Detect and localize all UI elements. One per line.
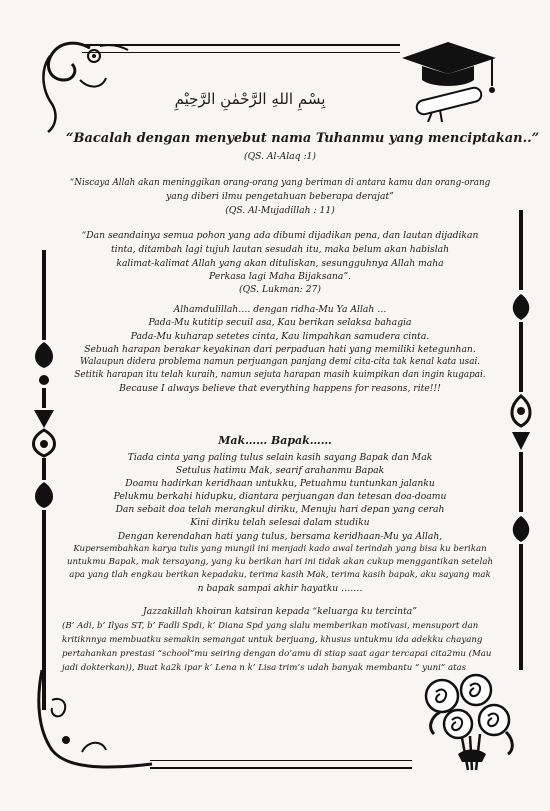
closing-line-2: kritiknnya membuatku semakin semangat untuk berjuang, khusus untukmu ida adekku chayang xyxy=(62,635,483,645)
graduation-cap-icon xyxy=(392,36,502,122)
verse3-line-3: kalimat-kalimat Allah yang akan dituliskan, sesungguhnya Allah maha xyxy=(116,258,444,269)
rose-bouquet-icon xyxy=(410,662,522,774)
mak-line-2: Setulus hatimu Mak, searif arahanmu Bapak xyxy=(175,465,385,476)
mak-line-10: apa yang tlah engkau berikan kepadaku, terima kasih Mak, terima kasih bapak, aku sayang mak xyxy=(69,570,491,580)
verse2-line-2: yang diberi ilmu pengetahuan beberapa derajat” xyxy=(166,191,394,202)
left-vertical-ornament xyxy=(30,250,60,710)
bismillah-text: بِسْمِ اللهِ الرَّحْمٰنِ الرَّحِيْمِ xyxy=(174,90,326,108)
verse2-line-1: “Niscaya Allah akan meninggikan orang-orang yang beriman di antara kamu dan orang-orang xyxy=(69,178,491,188)
right-vertical-ornament xyxy=(506,210,536,670)
verse3-line-1: “Dan seandainya semua pohon yang ada dibumi dijadikan pena, dan lautan dijadikan xyxy=(81,230,479,241)
mak-line-5: Dan sebait doa telah merangkul diriku, Menuju hari depan yang cerah xyxy=(115,504,445,515)
frame-bottom-rule xyxy=(150,760,412,769)
closing-title: Jazzakillah khoiran katsiran kepada “keluarga ku tercinta” xyxy=(143,606,417,617)
mak-line-9: untukmu Bapak, mak tersayang, yang ku berikan hari ini tidak akan cukup menggantikan setelah xyxy=(66,557,494,567)
bismillah-calligraphy xyxy=(150,84,350,114)
mak-line-1: Tiada cinta yang paling tulus selain kasih sayang Bapak dan Mak xyxy=(127,452,433,463)
verse3-line-4: Perkasa lagi Maha Bijaksana”. xyxy=(209,271,351,282)
mak-line-6: Kini diriku telah selesai dalam studiku xyxy=(190,517,370,528)
verse3-line-2: tinta, ditambah lagi tujuh lautan sesudah itu, maka belum akan habislah xyxy=(110,244,450,255)
poem-line-6: Setitik harapan itu telah kuraih, namun sejuta harapan masih kuimpikan dan ingin kugapai. xyxy=(74,370,486,380)
opening-verse-heading: “Bacalah dengan menyebut nama Tuhanmu yang menciptakan..” xyxy=(66,131,540,146)
verse3-reference: (QS. Lukman: 27) xyxy=(239,284,321,295)
frame-top-rule xyxy=(82,44,400,53)
corner-flourish-bottom-left xyxy=(22,660,162,780)
mak-line-11: n bapak sampai akhir hayatku ……. xyxy=(197,583,363,594)
closing-line-3: pertahankan prestasi “school”mu seiring dengan do’amu di stiap saat agar tercapai cita2mu (Mau xyxy=(62,649,492,659)
verse2-reference: (QS. Al-Mujadillah : 11) xyxy=(225,205,335,216)
poem-line-7: Because I always believe that everything happens for reasons, rite!!! xyxy=(119,383,441,394)
closing-line-1: (B’ Adi, b’ Ilyas ST, b’ Fadli Spdi, k’ Diana Spd yang slalu memberikan motivasi, mensuport dan xyxy=(62,621,479,631)
poem-line-5: Walaupun didera problema namun perjuangan panjang demi cita-cita tak kenal kata usai. xyxy=(79,357,481,367)
poem-line-1: Alhamdulillah…. dengan ridha-Mu Ya Allah … xyxy=(173,304,387,315)
closing-line-4: jadi dokterkan)), Buat ka2k ipar k’ Lena n k’ Lisa trim’s udah banyak membantu “ yuni” atas xyxy=(62,663,467,673)
mak-line-3: Doamu hadirkan keridhaan untukku, Petuahmu tuntunkan jalanku xyxy=(125,478,435,489)
mak-line-7: Dengan kerendahan hati yang tulus, bersama keridhaan-Mu ya Allah, xyxy=(117,531,443,542)
poem-line-4: Sebuah harapan berakar keyakinan dari perpaduan hati yang memiliki ketegunhan. xyxy=(84,344,476,355)
mak-line-4: Pelukmu berkahi hidupku, diantara perjuangan dan tetesan doa-doamu xyxy=(113,491,447,502)
corner-flourish-top-left xyxy=(20,20,130,140)
verse1-reference: (QS. Al-Alaq :1) xyxy=(244,151,316,162)
poem-line-2: Pada-Mu kutitip secuil asa, Kau berikan selaksa bahagia xyxy=(148,317,412,328)
poem-line-3: Pada-Mu kuharap setetes cinta, Kau limpahkan samudera cinta. xyxy=(130,331,430,342)
mak-bapak-title: Mak…… Bapak…… xyxy=(218,434,332,447)
mak-line-8: Kupersembahkan karya tulis yang mungil ini menjadi kado awal terindah yang bisa ku berikan xyxy=(73,544,487,554)
